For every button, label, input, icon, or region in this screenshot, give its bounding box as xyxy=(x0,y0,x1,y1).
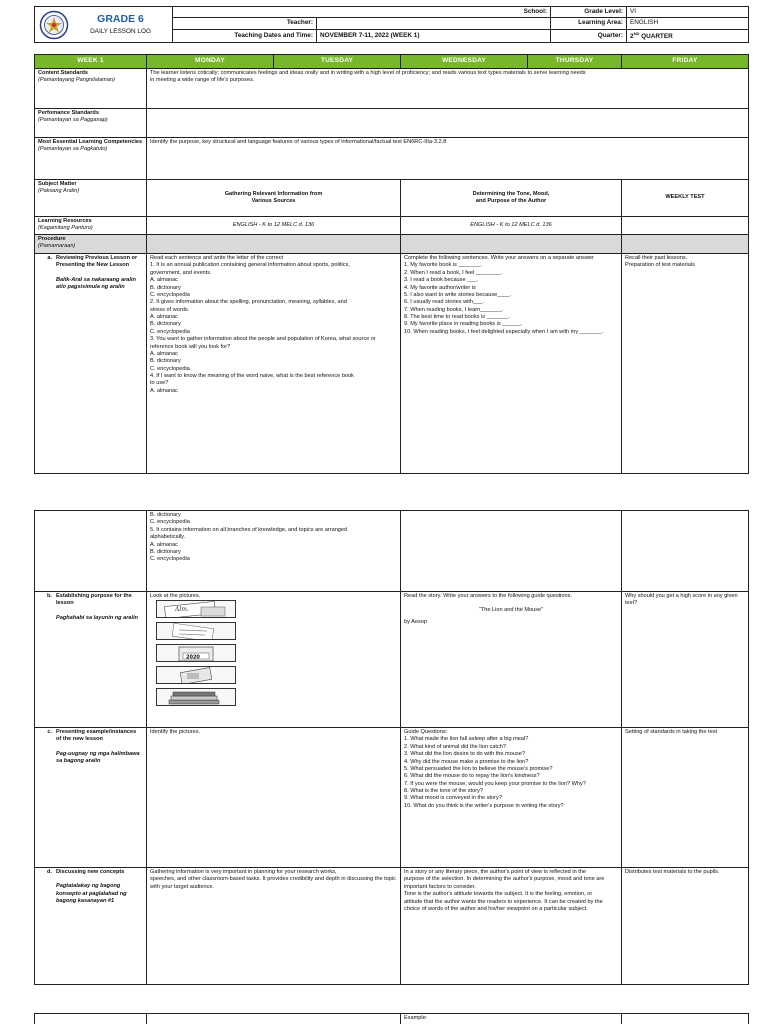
text-line: 1. What made the lion fall asleep after a big meal? xyxy=(404,736,529,743)
lesson-table-page-3 xyxy=(34,1013,749,1024)
discussion-text xyxy=(150,869,397,891)
proc-b-label: b. Establishing purpose for the lesson Paghahabi sa layunin ng aralin xyxy=(35,592,147,728)
story-author: by Aesop xyxy=(404,618,428,625)
tone-discussion-text xyxy=(404,869,618,913)
page3-label xyxy=(35,1014,147,1024)
text-line: B. dictionary xyxy=(150,548,181,555)
text-line: 2. What kind of animal did the lion catch? xyxy=(404,743,506,750)
text-line: B. dictionary xyxy=(150,358,181,365)
text-line: to use? xyxy=(150,380,169,387)
text-line: C. encyclopedia xyxy=(150,291,190,298)
text-line: C. encyclopedia xyxy=(150,365,190,372)
proc-b-fri: Why should you get a high score in any given test? xyxy=(622,592,749,728)
continuation-fri xyxy=(622,511,749,592)
grade-level-value: VI xyxy=(627,7,749,18)
text-line: stress of words. xyxy=(150,306,190,313)
proc-d-mon-tue xyxy=(147,868,401,985)
quarter-value: 2ND QUARTER xyxy=(627,29,749,43)
text-line: Guide Questions: xyxy=(404,729,448,735)
wednesday-header: WEDNESDAY xyxy=(401,55,528,69)
procedure-gray-cell xyxy=(401,235,622,254)
logo-title-cell xyxy=(35,7,173,43)
text-line: important factors to consider. xyxy=(404,883,476,890)
text-line: B. dictionary xyxy=(150,321,181,328)
subject-fri: WEEKLY TEST xyxy=(622,180,749,217)
resources-fri xyxy=(622,217,749,235)
melc-text: Identify the purpose, key structural and language features of various types of informational/factual text EN6RC-IIIa-3.2.8 xyxy=(147,138,749,180)
calendar-picture xyxy=(156,644,236,662)
story-title: "The Lion and the Mouse" xyxy=(478,607,544,614)
deped-seal-icon xyxy=(39,10,69,40)
proc-c-fri: Setting of standards in taking the test xyxy=(622,728,749,868)
proc-a-label: a. Reviewing Previous Lesson or Presenting the New Lesson Balik-Aral sa nakaraang aralin at/o pagsisimula ng aralin xyxy=(35,254,147,474)
look-at-pictures: Look at the pictures. xyxy=(150,593,201,599)
text-line: 7. When reading books, I learn_______. xyxy=(404,306,504,313)
week-header: WEEK 1 xyxy=(35,55,147,69)
text-line: 2. When I read a book, I feel ________. xyxy=(404,269,503,276)
text-line: purpose of the selection. In determining the author's purpose, mood and tone are xyxy=(404,876,605,883)
text-line: 7. If you were the mouse, would you keep your promise to the lion? Why? xyxy=(404,780,586,787)
text-line: C. encyclopedia xyxy=(150,556,190,563)
text-line: C. encyclopedia xyxy=(150,519,190,526)
proc-a-mon-tue xyxy=(147,254,401,474)
text-line: A. almanac xyxy=(150,350,178,357)
text-line: 5. It contains information on all branches of knowledge, and topics are arranged xyxy=(150,526,348,533)
text-line: Read each sentence and write the letter of the correct xyxy=(150,255,284,261)
grade-title: GRADE 6 xyxy=(97,13,144,26)
text-line: A. almanac xyxy=(150,277,178,284)
monday-header: MONDAY xyxy=(147,55,274,69)
text-line: 10. What do you think is the writer's purpose in writing the story? xyxy=(404,802,564,809)
text-line: 6. What did the mouse do to repay the lion's kindness? xyxy=(404,773,540,780)
text-line: C. encyclopedia xyxy=(150,328,190,335)
continuation-mon-tue xyxy=(147,511,401,592)
tuesday-header: TUESDAY xyxy=(274,55,401,69)
learning-resources-label: Learning Resources (Kagamitang Panturo) xyxy=(35,217,147,235)
text-line: In a story or any literary piece, the author's point of view is reflected in the xyxy=(404,869,587,875)
text-line: Tone is the author's attitude towards the subject. It is the feeling, emotion, or xyxy=(404,891,593,898)
teacher-label: Teacher: xyxy=(173,18,317,29)
performance-standards-label: Perfomance Standards (Pamantayan sa Pagganap) xyxy=(35,109,147,138)
proc-b-wed-thu xyxy=(401,592,622,728)
guide-questions xyxy=(404,729,618,810)
proc-a-fri xyxy=(622,254,749,474)
text-line: 9. My favorite place in reading books is ______. xyxy=(404,321,523,328)
text-line: 8. The best time to read books is _______. xyxy=(404,314,510,320)
text-line: A. almanac xyxy=(150,541,178,548)
proc-b-mon-tue xyxy=(147,592,401,728)
melc-label: Most Essential Learning Competencies (Pamantayan sa Pagkatuto) xyxy=(35,138,147,180)
lesson-table-page-1 xyxy=(34,54,749,474)
text-line: A. almanac xyxy=(150,387,178,394)
resources-wed-thu: ENGLISH - K to 12 MELC d. 136 xyxy=(401,217,622,235)
books-picture xyxy=(156,688,236,706)
subject-wed-thu: Determining the Tone, Mood, and Purpose of the Author xyxy=(401,180,622,217)
teacher-value xyxy=(317,18,551,29)
text-line: Read the story. Write your answers to the following guide questions. xyxy=(404,593,573,599)
continuation-label xyxy=(35,511,147,592)
text-line: 8. What is the tone of the story? xyxy=(404,788,483,794)
continuation-wed-thu xyxy=(401,511,622,592)
text-line: 5. I also want to write stories because____. xyxy=(404,291,512,298)
text-line: speeches, and other classroom-based tasks. It provides credibility and depth in discussing the topic with your target audience. xyxy=(150,876,396,890)
content-standards-label: Content Standards (Pamantayang Pangnilalaman) xyxy=(35,69,147,109)
text-line: attitude that the author wants the readers to experience. It can be created by the xyxy=(404,898,603,905)
text-line: 3. You want to gather information about the people and population of Korea, what source or reference book will you look for? xyxy=(150,336,376,350)
learning-area-label: Learning Area: xyxy=(551,18,627,29)
text-line: 1. It is an annual publication containing general information about sports, politics, xyxy=(150,262,350,269)
content-standards-text: The learner listens critically; communicates feelings and ideas orally and in writing with a high level of proficiency; and reads various text types materials to serve learning needs in meeting a wide range of life's purposes. xyxy=(147,69,749,109)
school-label: School: xyxy=(173,7,551,18)
text-line: choice of words of the author and his/her viewpoint on a particular subject. xyxy=(404,905,588,912)
proc-d-wed-thu xyxy=(401,868,622,985)
text-line: 3. What did the lion desire to do with the mouse? xyxy=(404,751,525,758)
page3-mon-tue xyxy=(147,1014,401,1024)
continued-questions xyxy=(150,512,397,564)
text-line: Gathering information is very important in planning for your research works, xyxy=(150,869,337,875)
quarter-label: Quarter: xyxy=(551,29,627,43)
proc-d-fri: Distributes test materials to the pupils. xyxy=(622,868,749,985)
page3-wed-thu: Example: xyxy=(401,1014,622,1024)
dates-label: Teaching Dates and Time: xyxy=(173,29,317,43)
text-line: A. almanac xyxy=(150,314,178,320)
lesson-table-page-2 xyxy=(34,510,749,985)
page3-fri xyxy=(622,1014,749,1024)
question-list xyxy=(150,255,397,395)
friday-list xyxy=(625,255,745,270)
procedure-label: Procedure (Pamamaraan) xyxy=(35,235,147,254)
text-line: Preparation of test materials xyxy=(625,262,695,269)
dates-value: NOVEMBER 7-11, 2022 (WEEK 1) xyxy=(317,29,551,43)
text-line: 10. When reading books, I feel delighted especially when I am with my _______. xyxy=(404,328,604,335)
grade-level-label: Grade Level: xyxy=(551,7,627,18)
sentence-list xyxy=(404,255,618,336)
log-title: DAILY LESSON LOG xyxy=(90,27,151,35)
proc-c-label: c. Presenting example/instances of the new lesson Pag-uugnay ng mga halimbawa sa bagong aralin xyxy=(35,728,147,868)
learning-area-value: ENGLISH xyxy=(627,18,749,29)
text-line: 4. Why did the mouse make a promise to the lion? xyxy=(404,758,529,765)
text-line: 2. It gives information about the spelling, pronunciation, meaning, syllables, and xyxy=(150,299,347,306)
map-picture xyxy=(156,666,236,684)
text-line: B. dictionary xyxy=(150,512,181,518)
text-line: Recall their past lessons. xyxy=(625,255,688,261)
text-line: B. dictionary xyxy=(150,284,181,291)
svg-text:2020: 2020 xyxy=(186,654,200,661)
text-line: Complete the following sentences. Write your answers on a separate answer xyxy=(404,255,594,261)
text-line: alphabetically. xyxy=(150,534,186,541)
proc-c-mon-tue: Identify the pictures. xyxy=(147,728,401,868)
text-line: 5. What persuaded the lion to believe the mouse's promise? xyxy=(404,765,553,772)
resources-mon-tue: ENGLISH - K to 12 MELC d. 136 xyxy=(147,217,401,235)
performance-standards-text xyxy=(147,109,749,138)
text-line: 3. I read a book because ___. xyxy=(404,277,479,284)
text-line: 4. My favorite author/writer is xyxy=(404,284,476,291)
text-line: government, and events. xyxy=(150,269,212,276)
story-instructions xyxy=(404,593,618,600)
friday-header: FRIDAY xyxy=(622,55,749,69)
newspaper-picture xyxy=(156,622,236,640)
proc-a-wed-thu xyxy=(401,254,622,474)
text-line: 6. I usually read stories with___. xyxy=(404,299,484,306)
proc-d-label: d. Discussing new concepts Pagtatalakay ng bagong konsepto at paglalahad ng bagong kasanayan #1 xyxy=(35,868,147,985)
text-line: 1. My favorite book is _______. xyxy=(404,262,482,269)
subject-matter-label: Subject Matter (Paksang Aralin) xyxy=(35,180,147,217)
subject-mon-tue: Gathering Relevant Information from Various Sources xyxy=(147,180,401,217)
text-line: 9. What mood is conveyed in the story? xyxy=(404,795,502,802)
proc-c-wed-thu xyxy=(401,728,622,868)
svg-text:Alm.: Alm. xyxy=(175,606,189,614)
thursday-header: THURSDAY xyxy=(528,55,622,69)
header-table xyxy=(34,6,749,43)
almanac-picture xyxy=(156,600,236,618)
text-line: 4. If I want to know the meaning of the word naive, what is the best reference book xyxy=(150,373,354,379)
procedure-gray-cell xyxy=(622,235,749,254)
procedure-gray-cell xyxy=(147,235,401,254)
